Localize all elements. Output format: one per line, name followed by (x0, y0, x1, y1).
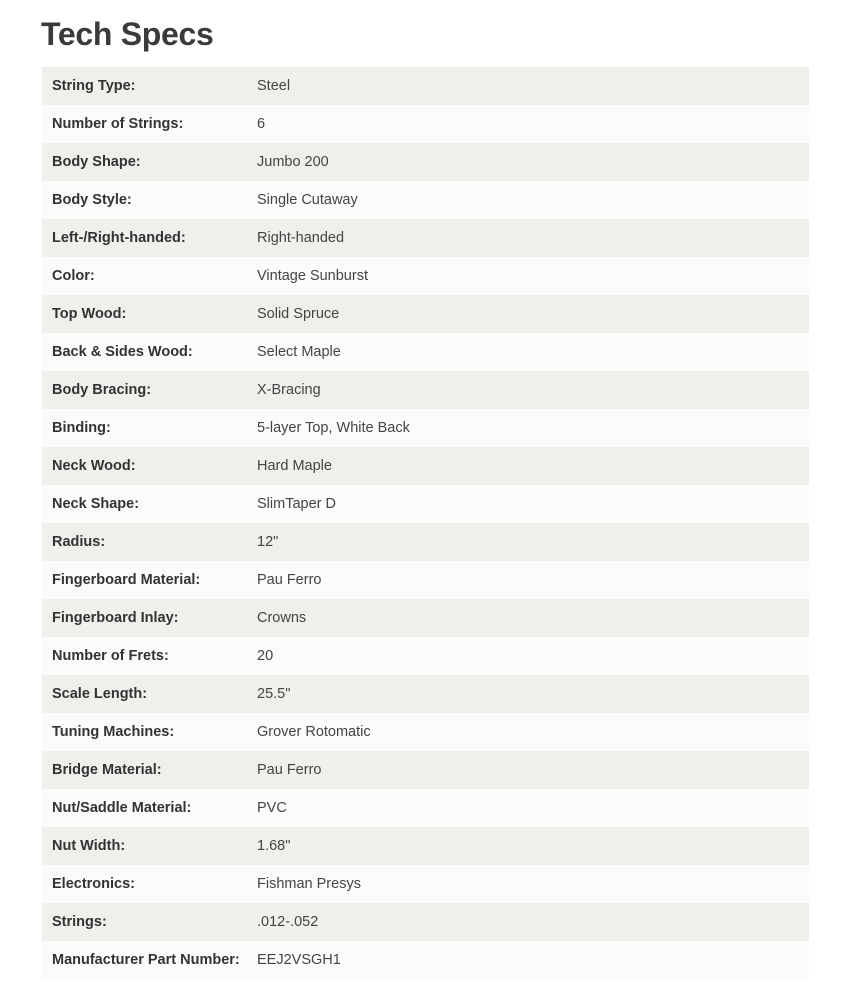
spec-value: 25.5" (257, 686, 291, 702)
spec-value: X-Bracing (257, 382, 321, 398)
spec-row (42, 599, 809, 637)
spec-row (42, 637, 809, 675)
spec-row (42, 409, 809, 447)
spec-value: Fishman Presys (257, 876, 361, 892)
spec-value: Hard Maple (257, 458, 332, 474)
spec-label: Electronics: (52, 876, 135, 892)
spec-row (42, 143, 809, 181)
spec-row (42, 447, 809, 485)
spec-row (42, 713, 809, 751)
spec-label: Color: (52, 268, 95, 284)
spec-row (42, 257, 809, 295)
spec-label: Number of Frets: (52, 648, 169, 664)
spec-value: Solid Spruce (257, 306, 340, 322)
spec-row (42, 789, 809, 827)
spec-label: Bridge Material: (52, 762, 162, 778)
spec-value: SlimTaper D (257, 496, 336, 512)
spec-row (42, 865, 809, 903)
spec-value: Single Cutaway (257, 192, 358, 208)
spec-value: Steel (257, 78, 291, 94)
spec-row (42, 485, 809, 523)
spec-row (42, 941, 809, 979)
spec-row (42, 827, 809, 865)
spec-value: Grover Rotomatic (257, 724, 371, 740)
spec-value: 20 (257, 648, 274, 664)
spec-label: String Type: (52, 78, 136, 94)
spec-row (42, 105, 809, 143)
spec-value: Jumbo 200 (257, 154, 329, 170)
spec-label: Scale Length: (52, 686, 148, 702)
spec-row (42, 295, 809, 333)
spec-value: 5-layer Top, White Back (257, 420, 410, 436)
spec-value: EEJ2VSGH1 (257, 952, 341, 968)
spec-value: 12" (257, 534, 279, 550)
spec-label: Radius: (52, 534, 106, 550)
spec-row (42, 371, 809, 409)
spec-label: Fingerboard Inlay: (52, 610, 179, 626)
spec-row (42, 67, 809, 105)
spec-value: Crowns (257, 610, 307, 626)
spec-value: Right-handed (257, 230, 345, 246)
spec-label: Nut/Saddle Material: (52, 800, 192, 816)
spec-label: Number of Strings: (52, 116, 184, 132)
specs-table (42, 67, 809, 979)
spec-label: Back & Sides Wood: (52, 344, 193, 360)
spec-value: Vintage Sunburst (257, 268, 368, 284)
spec-value: 1.68" (257, 838, 291, 854)
spec-row (42, 219, 809, 257)
spec-row (42, 181, 809, 219)
spec-row (42, 523, 809, 561)
spec-label: Manufacturer Part Number: (52, 952, 240, 968)
spec-label: Nut Width: (52, 838, 126, 854)
spec-row (42, 333, 809, 371)
specs-table-body (42, 67, 809, 979)
spec-label: Tuning Machines: (52, 724, 175, 740)
spec-label: Binding: (52, 420, 111, 436)
spec-label: Top Wood: (52, 306, 127, 322)
spec-label: Body Shape: (52, 154, 141, 170)
spec-label: Body Bracing: (52, 382, 152, 398)
spec-label: Left-/Right-handed: (52, 230, 186, 246)
spec-value: Pau Ferro (257, 572, 322, 588)
spec-label: Neck Shape: (52, 496, 140, 512)
spec-value: .012-.052 (257, 914, 319, 930)
spec-value: Pau Ferro (257, 762, 322, 778)
spec-label: Fingerboard Material: (52, 572, 201, 588)
spec-value: PVC (257, 800, 287, 816)
spec-value: Select Maple (257, 344, 341, 360)
spec-row (42, 903, 809, 941)
page-title: Tech Specs (41, 16, 214, 52)
spec-row (42, 675, 809, 713)
spec-label: Body Style: (52, 192, 132, 208)
spec-value: 6 (257, 116, 266, 132)
spec-label: Strings: (52, 914, 107, 930)
spec-label: Neck Wood: (52, 458, 136, 474)
spec-row (42, 561, 809, 599)
spec-row (42, 751, 809, 789)
